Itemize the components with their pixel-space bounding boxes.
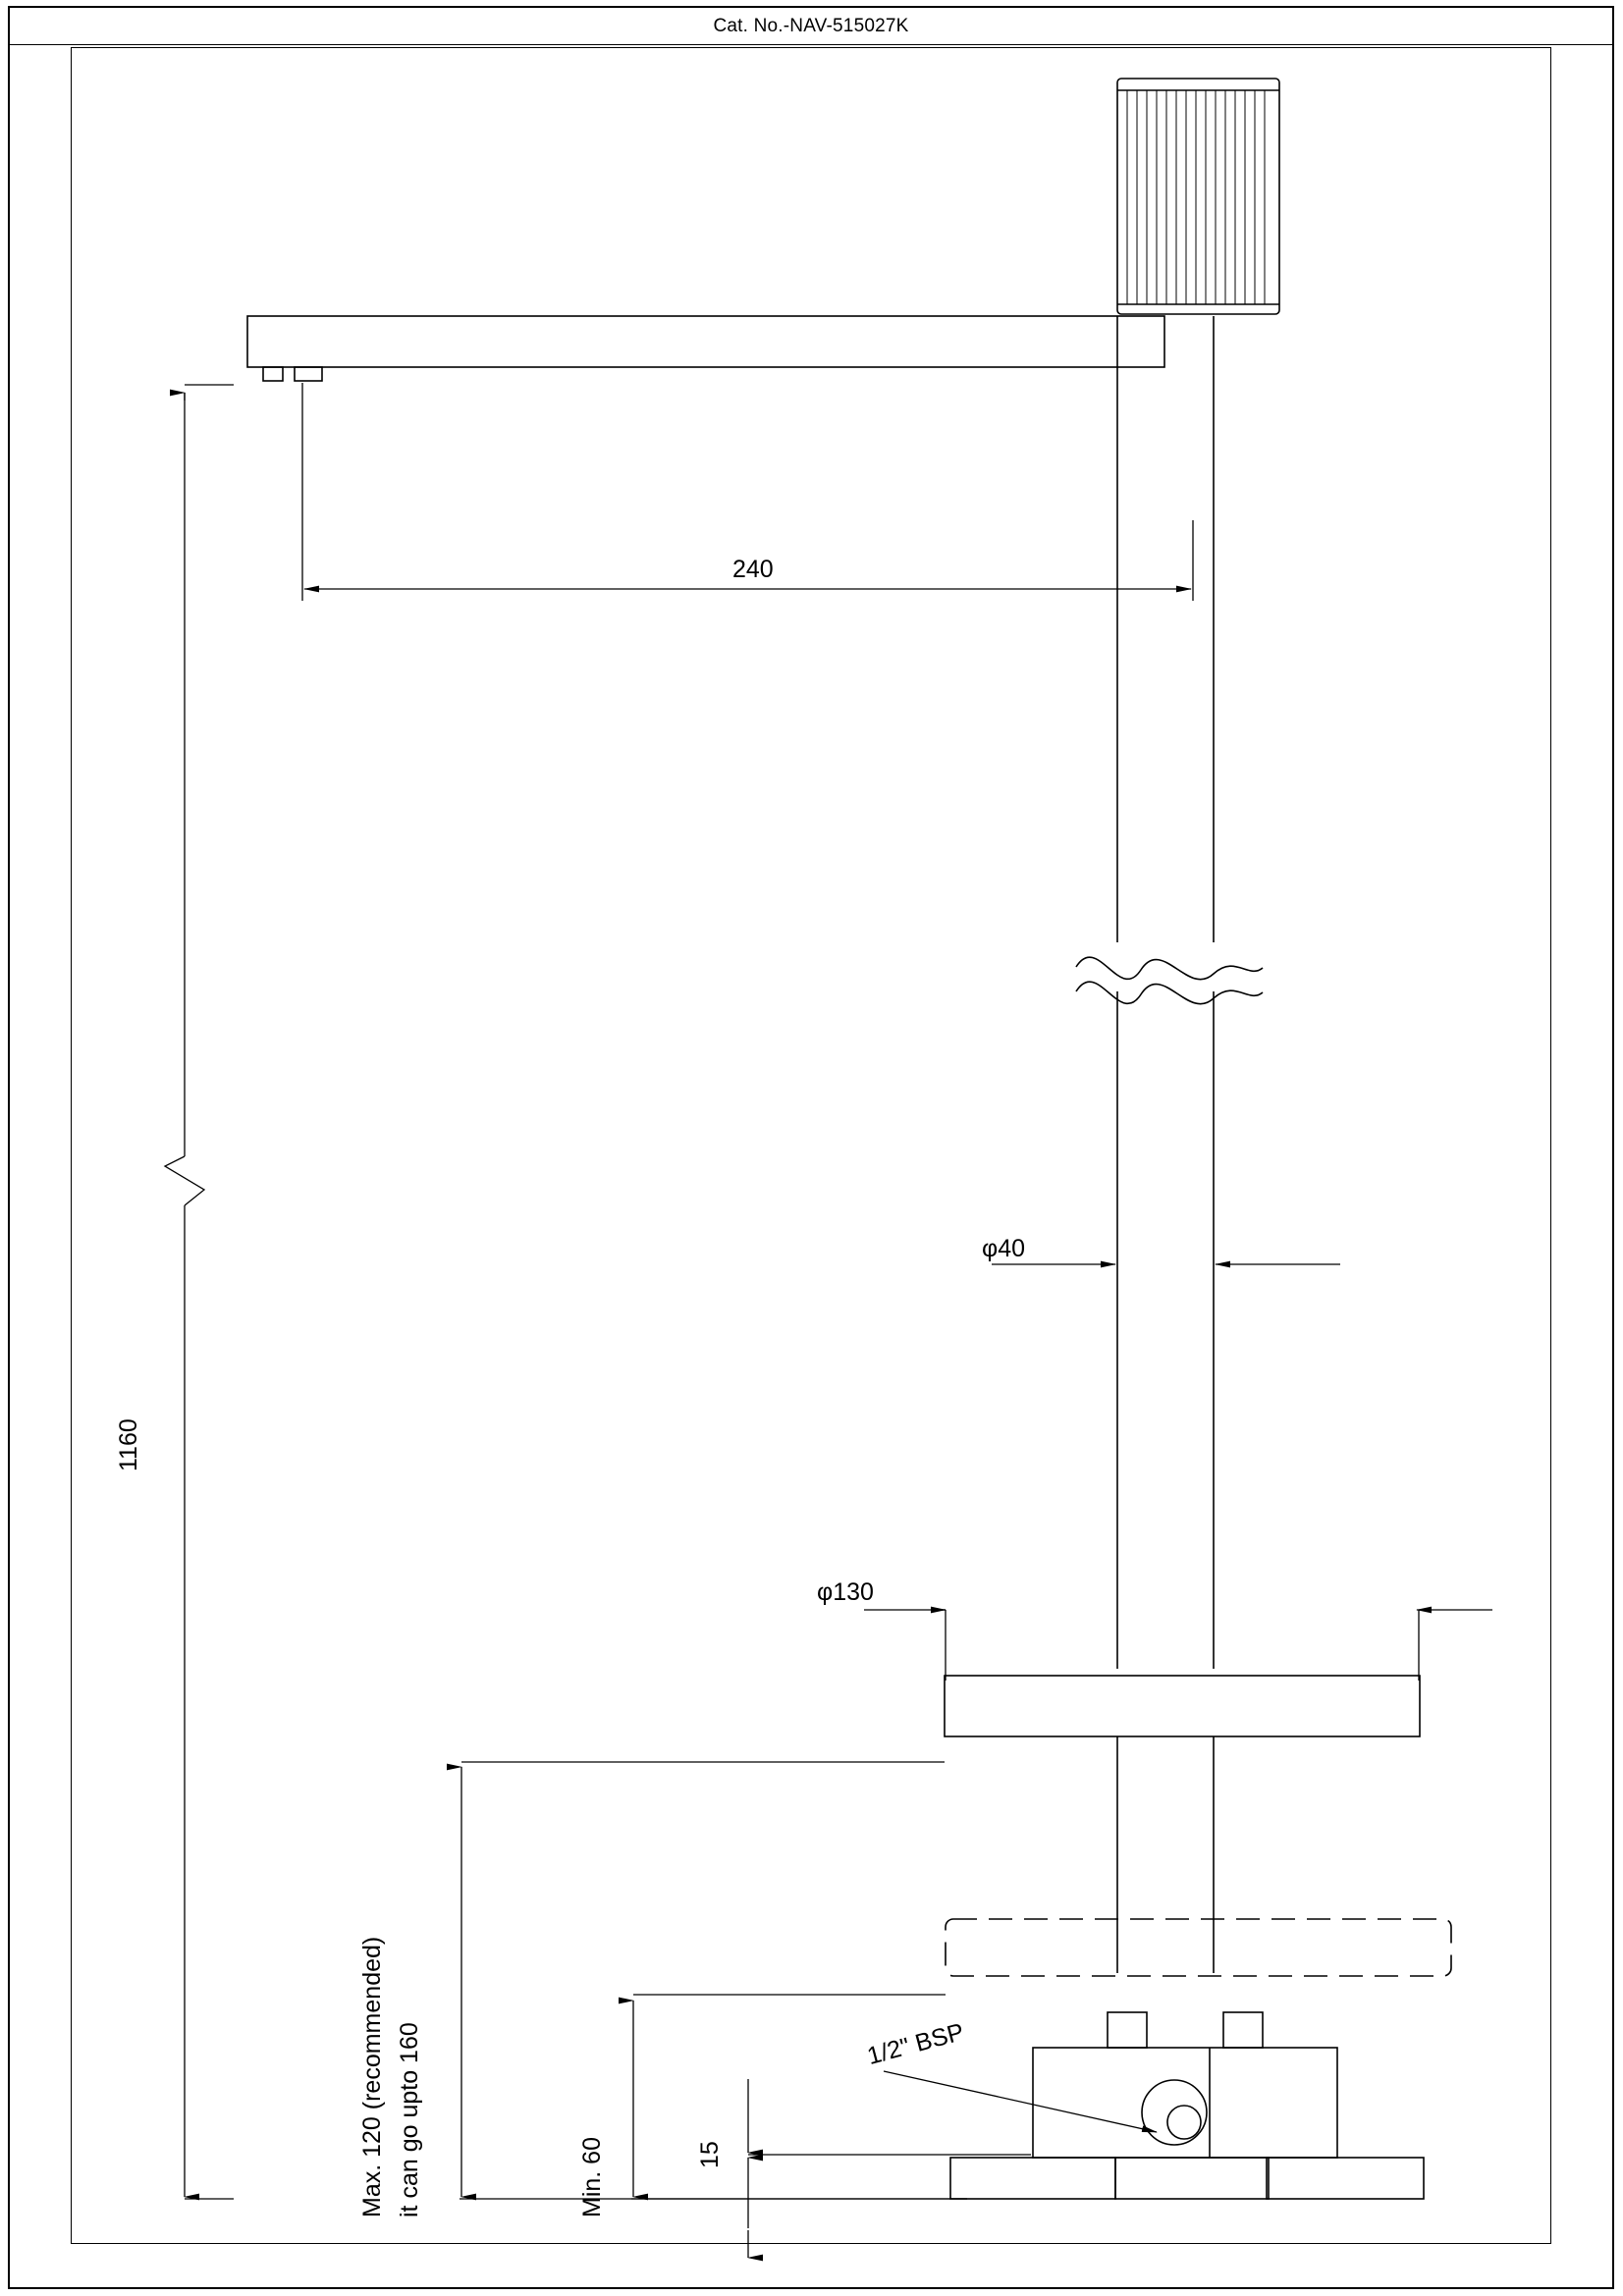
dim-label-max-height: Max. 120 (recommended) xyxy=(358,1936,386,2217)
sheet-inner-border xyxy=(71,47,1551,2244)
catalog-number: Cat. No.-NAV-515027K xyxy=(713,15,909,36)
dim-label-min-height: Min. 60 xyxy=(578,2137,606,2217)
dim-label-base-diameter: φ130 xyxy=(813,1578,878,1607)
dim-label-offset-15: 15 xyxy=(696,2141,724,2168)
dim-label-body-diameter: φ40 xyxy=(978,1235,1029,1263)
dim-label-max-height-alt: it can go upto 160 xyxy=(396,2022,423,2217)
dim-label-overall-height: 1160 xyxy=(115,1418,142,1471)
dim-label-inlet-thread: 1/2" BSP xyxy=(864,2017,967,2070)
dim-label-spout-reach: 240 xyxy=(729,556,778,584)
title-block xyxy=(10,8,1612,45)
